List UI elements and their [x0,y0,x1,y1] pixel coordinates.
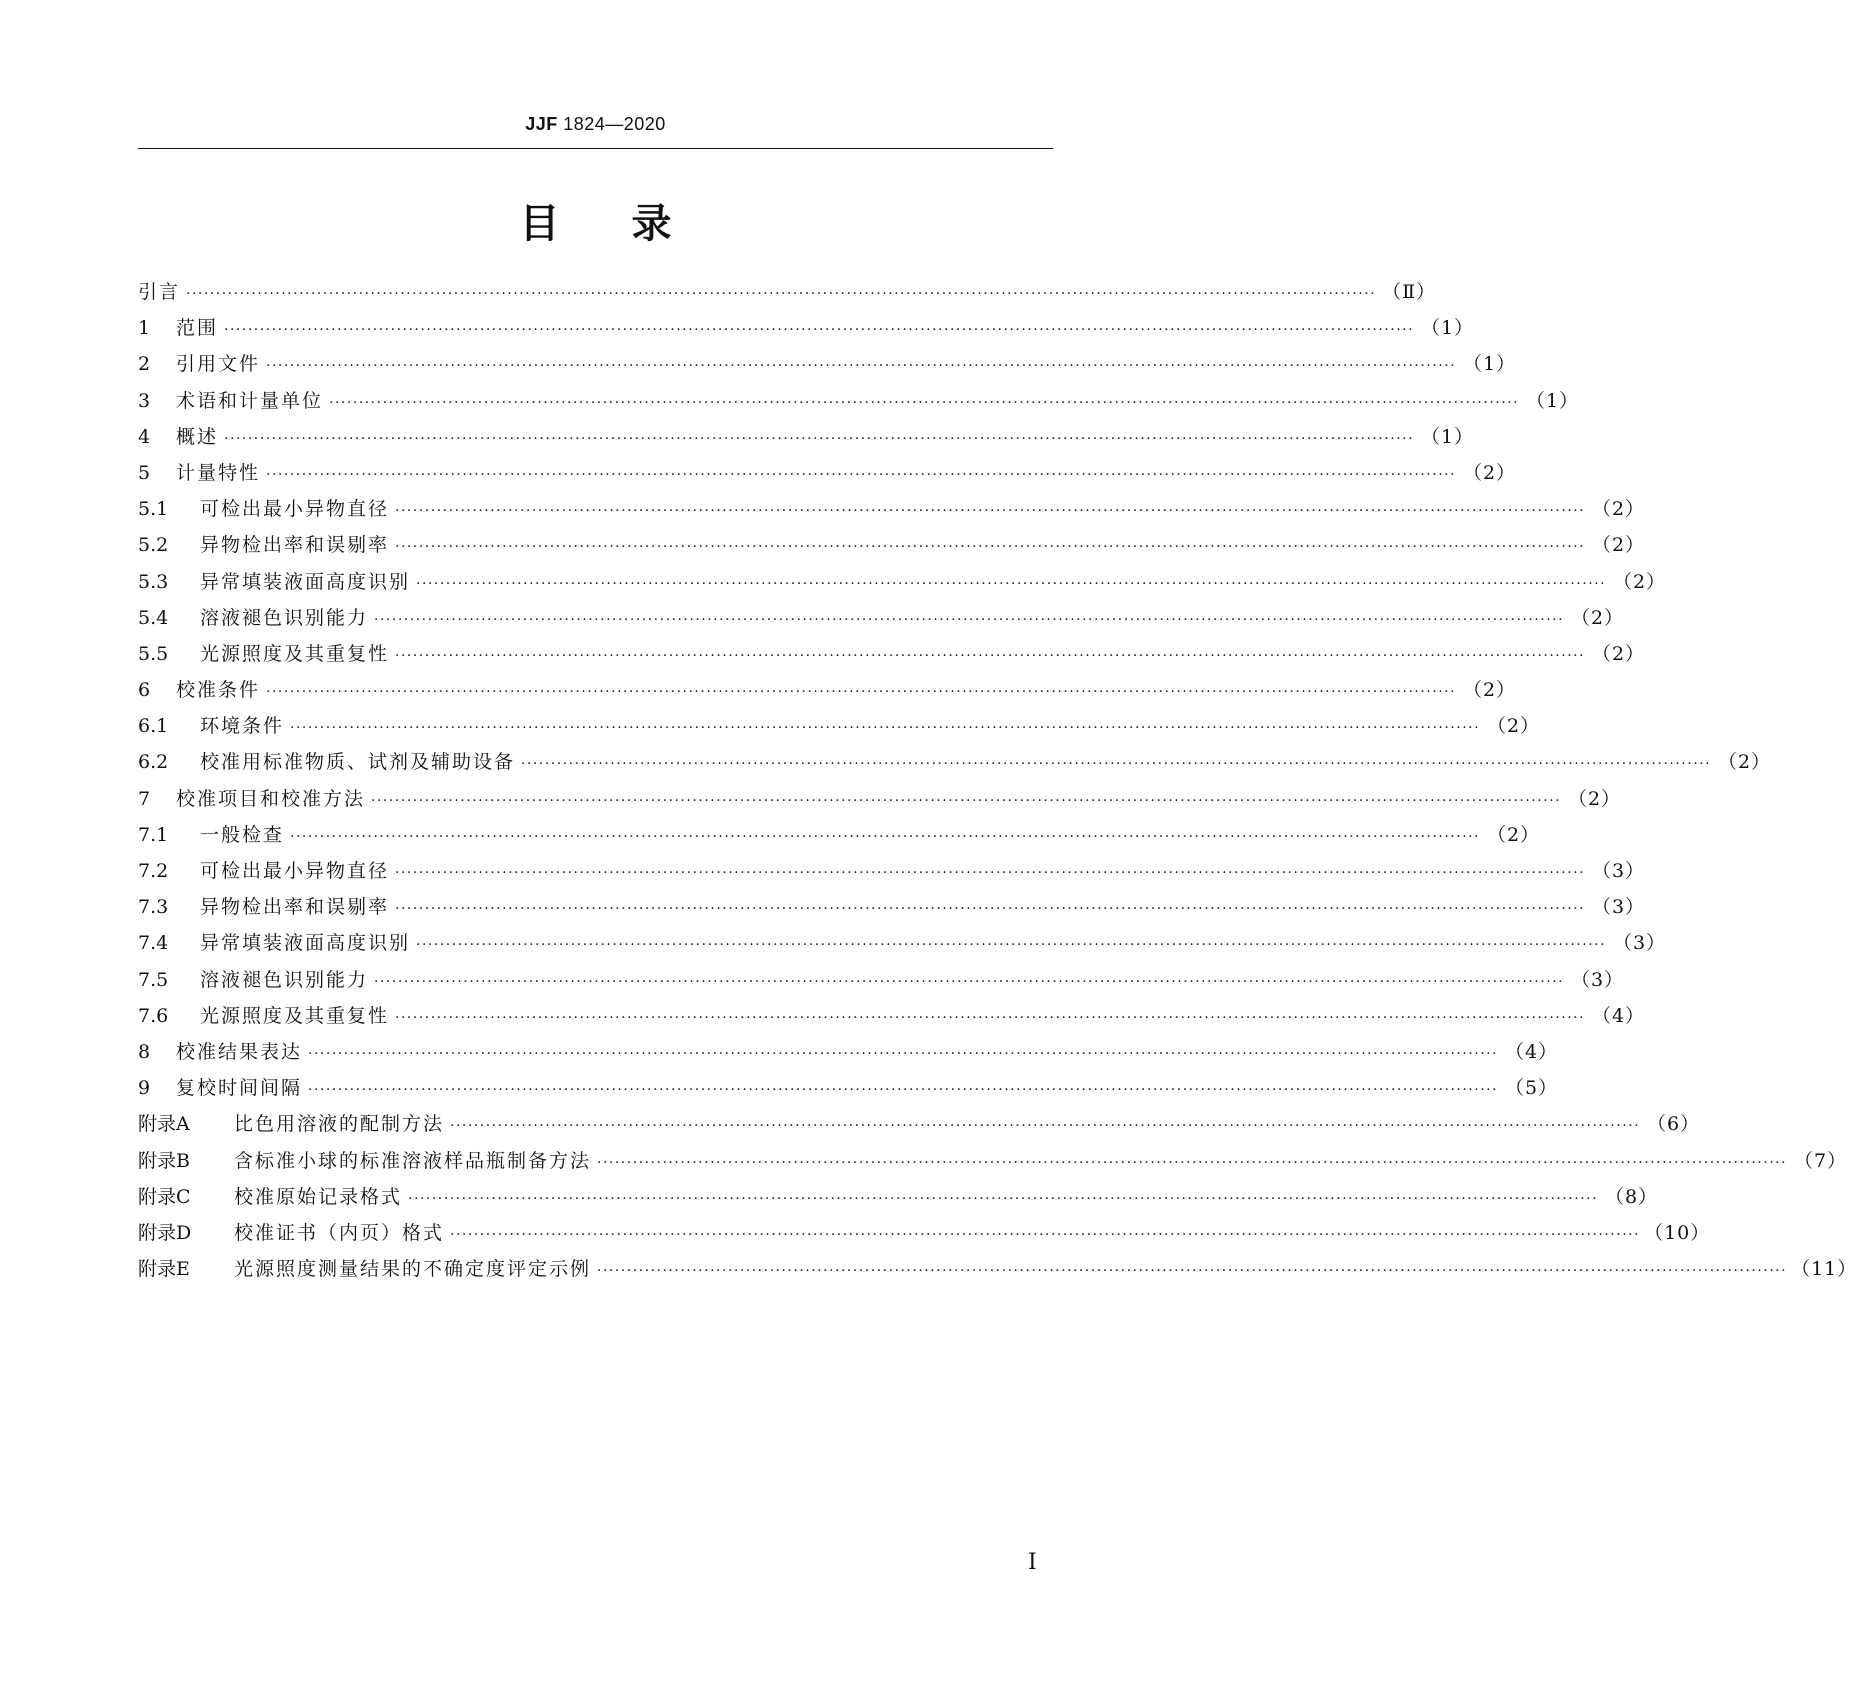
toc-entry[interactable] [138,672,1517,708]
toc-leader-dots: ········································································································································································································ [416,575,1607,592]
toc-entry-number: 附录C [138,1185,191,1208]
toc-entry-number: 5.2 [138,534,169,557]
header-rule [138,148,1053,149]
toc-entry-title: 校准结果表达 [176,1040,303,1063]
toc-entry-title: 异常填装液面高度识别 [200,570,411,593]
toc-entry-title: 异物检出率和误剔率 [200,534,390,557]
toc-entry[interactable] [138,1143,1848,1179]
toc-entry-title: 异物检出率和误剔率 [200,896,390,919]
toc-leader-dots: ········································································································································································································ [329,394,1520,411]
toc-entry[interactable] [138,1106,1701,1142]
toc-entry-title: 一般检查 [200,823,285,846]
toc-entry-page: （1） [1420,425,1475,448]
toc-entry-number: 7.2 [138,860,169,882]
toc-entry-number: 6.2 [138,751,169,774]
toc-entry-page: （2） [1462,679,1517,702]
toc-entry-title: 含标准小球的标准溶液样品瓶制备方法 [234,1149,592,1172]
toc-entry-page: （2） [1612,570,1667,593]
toc-leader-dots: ········································································································································································································ [597,1263,1788,1280]
toc-entry-page: （3） [1570,968,1625,991]
toc-entry[interactable] [138,1251,1857,1287]
toc-entry-number: 7.5 [138,968,169,991]
toc-entry-page: （Ⅱ） [1382,281,1437,303]
toc-entry-page: （2） [1486,715,1541,738]
toc-entry-title: 校准原始记录格式 [234,1185,403,1208]
toc-entry-number: 5.1 [138,498,169,521]
toc-entry-page: （3） [1591,896,1646,919]
toc-entry-title: 概述 [176,425,219,448]
toc-entry-number: 4 [138,425,151,448]
toc-entry-number: 7.1 [138,823,169,846]
toc-leader-dots: ········································································································································································································ [266,684,1457,701]
toc-entry-page: （1） [1525,389,1580,412]
toc-entry[interactable] [138,1215,1711,1251]
toc-leader-dots: ········································································································································································································ [395,503,1586,520]
toc-entry-title: 引言 [138,281,181,303]
toc-entry-page: （6） [1646,1113,1701,1136]
toc-entry-number: 附录B [138,1149,190,1172]
toc-entry-page: （4） [1504,1040,1559,1063]
toc-leader-dots: ········································································································································································································ [290,720,1481,737]
toc-entry-title: 校准证书（内页）格式 [234,1221,445,1244]
toc-entry-page: （10） [1644,1221,1711,1244]
toc-entry[interactable] [138,419,1475,455]
toc-leader-dots: ········································································································································································································ [374,973,1565,990]
toc-leader-dots: ········································································································································································································ [450,1118,1641,1135]
toc-entry-page: （2） [1462,461,1517,484]
toc-leader-dots: ········································································································································································································ [395,539,1586,556]
toc-leader-dots: ········································································································································································································ [416,937,1607,954]
toc-entry-title: 范围 [176,317,219,340]
toc-entry-number: 3 [138,389,151,412]
toc-entry[interactable] [138,925,1667,961]
toc-entry-title: 比色用溶液的配制方法 [234,1113,445,1136]
toc-entry-number: 6 [138,679,151,702]
toc-entry[interactable] [138,817,1541,853]
running-header [0,114,1191,135]
page-number: Ⅰ [1028,1550,1037,1575]
standard-number: 1824—2020 [557,114,666,134]
toc-entry-title: 可检出最小异物直径 [200,498,390,521]
toc-entry-page: （3） [1591,860,1646,882]
toc-entry-number: 1 [138,317,151,340]
toc-entry-page: （2） [1717,751,1772,774]
toc-entry-title: 校准条件 [176,679,261,702]
toc-entry[interactable] [138,527,1646,563]
toc-entry-page: （4） [1591,1004,1646,1027]
toc-entry[interactable] [138,1179,1659,1215]
toc-entry[interactable] [138,962,1625,998]
toc-entry[interactable] [138,998,1646,1034]
toc-entry-number: 5.3 [138,570,169,593]
toc-leader-dots: ········································································································································································································ [408,1190,1599,1207]
toc-leader-dots: ········································································································································································································ [374,611,1565,628]
toc-leader-dots: ········································································································································································································ [290,828,1481,845]
toc-entry-number: 7.3 [138,896,169,919]
toc-entry[interactable] [138,1034,1559,1070]
page-title: 目录 [519,201,744,247]
toc-entry[interactable] [138,564,1667,600]
toc-entry[interactable] [138,781,1622,817]
toc-entry[interactable] [138,889,1646,925]
toc-entry[interactable] [138,853,1646,889]
toc-entry-page: （11） [1791,1258,1857,1281]
toc-entry-title: 溶液褪色识别能力 [200,968,369,991]
toc-entry-page: （7） [1793,1149,1848,1172]
toc-entry-number: 7.4 [138,932,169,955]
toc-entry-page: （2） [1591,642,1646,665]
toc-entry-number: 附录A [138,1113,190,1136]
toc-entry-title: 可检出最小异物直径 [200,860,390,882]
toc-entry-number: 附录E [138,1258,190,1281]
toc-entry-title: 复校时间间隔 [176,1077,303,1100]
toc-entry-title: 溶液褪色识别能力 [200,606,369,629]
toc-entry-number: 5.4 [138,606,169,629]
toc-leader-dots: ········································································································································································································ [395,901,1586,918]
toc-entry-page: （2） [1486,823,1541,846]
toc-leader-dots: ········································································································································································································ [597,1154,1788,1171]
toc-entry-page: （1） [1420,317,1475,340]
toc-entry-number: 5 [138,461,151,484]
toc-leader-dots: ········································································································································································································ [186,286,1377,302]
standard-prefix: JJF [525,114,558,134]
toc-entry-title: 计量特性 [176,461,261,484]
toc-entry-title: 校准项目和校准方法 [176,787,366,810]
toc-entry-number: 附录D [138,1221,192,1244]
toc-entry[interactable] [138,383,1580,419]
toc-entry-title: 术语和计量单位 [176,389,324,412]
toc-entry-page: （2） [1591,534,1646,557]
toc-entry-title: 引用文件 [176,353,261,376]
toc-entry-title: 光源照度及其重复性 [200,1004,390,1027]
toc-entry-page: （3） [1612,932,1667,955]
toc-leader-dots: ········································································································································································································ [521,756,1712,773]
toc-leader-dots: ········································································································································································································ [266,358,1457,375]
toc-entry-page: （2） [1591,498,1646,521]
toc-leader-dots: ········································································································································································································ [224,322,1415,339]
toc-entry-number: 2 [138,353,151,376]
toc-entry-title: 光源照度及其重复性 [200,642,390,665]
toc-entry-number: 8 [138,1040,151,1063]
toc-leader-dots: ········································································································································································································ [224,430,1415,447]
toc-entry-page: （2） [1570,606,1625,629]
toc-entry-title: 校准用标准物质、试剂及辅助设备 [200,751,516,774]
toc-leader-dots: ········································································································································································································ [395,647,1586,664]
toc-leader-dots: ········································································································································································································ [308,1082,1499,1099]
toc-entry-page: （1） [1462,353,1517,376]
toc-leader-dots: ········································································································································································································ [395,1009,1586,1026]
toc-entry-title: 环境条件 [200,715,285,738]
toc-entry-page: （2） [1567,787,1622,810]
toc-entry[interactable] [138,1070,1559,1106]
toc-entry[interactable] [138,491,1646,527]
toc-entry[interactable] [138,600,1625,636]
toc-entry-number: 7 [138,787,151,810]
toc-entry-page: （5） [1504,1077,1559,1100]
toc-entry-title: 光源照度测量结果的不确定度评定示例 [234,1258,592,1281]
toc-leader-dots: ········································································································································································································ [308,1045,1499,1062]
toc-entry-page: （8） [1604,1185,1659,1208]
toc-leader-dots: ········································································································································································································ [371,792,1562,809]
toc-entry[interactable] [138,455,1517,491]
table-of-contents [138,274,1857,1287]
toc-entry[interactable] [138,708,1541,744]
toc-entry[interactable] [138,636,1646,672]
toc-entry[interactable] [138,274,1437,310]
toc-entry[interactable] [138,744,1772,780]
toc-entry-number: 5.5 [138,642,169,665]
toc-leader-dots: ········································································································································································································ [266,466,1457,483]
toc-entry[interactable] [138,346,1517,382]
toc-entry-number: 9 [138,1077,151,1100]
toc-leader-dots: ········································································································································································································ [395,865,1586,881]
toc-entry-number: 7.6 [138,1004,169,1027]
toc-leader-dots: ········································································································································································································ [450,1226,1641,1243]
toc-entry-number: 6.1 [138,715,169,738]
toc-entry-title: 异常填装液面高度识别 [200,932,411,955]
toc-entry[interactable] [138,310,1475,346]
